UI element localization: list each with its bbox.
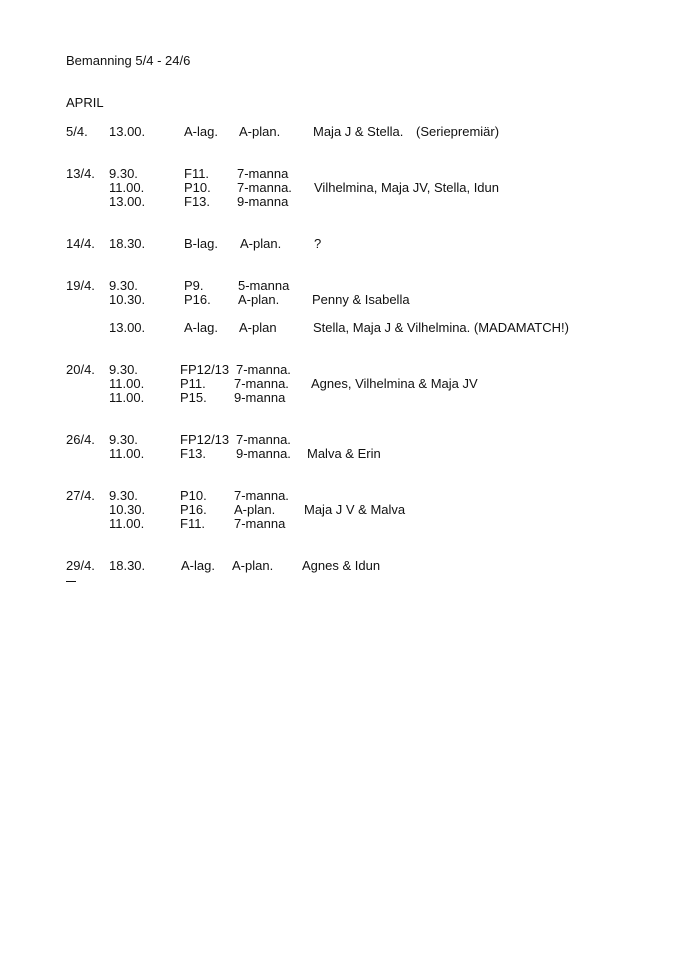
entry-time: 10.30. (109, 292, 146, 307)
entry-team: P15. (180, 390, 207, 405)
entry-field: A-plan. (238, 292, 280, 307)
entry-time: 9.30. (109, 362, 138, 377)
entry-team: P16. (180, 502, 207, 517)
entry-team: P9. (184, 278, 204, 293)
entry-time: 9.30. (109, 278, 138, 293)
entry-field: A-plan (239, 320, 277, 335)
entry-team: F13. (180, 446, 207, 461)
entry-team: P11. (180, 376, 206, 391)
entry-staff: Maja J & Stella. (313, 124, 404, 139)
document-title: Bemanning 5/4 - 24/6 (66, 53, 191, 68)
entry-date: 20/4. (66, 362, 95, 377)
entry-field: A-plan. (232, 558, 274, 573)
entry-field: 7-manna. (237, 180, 292, 195)
entry-team: A-lag. (184, 320, 218, 335)
entry-time: 11.00. (109, 446, 145, 461)
entry-date: 26/4. (66, 432, 95, 447)
entry-note: (Seriepremiär) (416, 124, 500, 139)
entry-time: 9.30. (109, 432, 138, 447)
entry-team: B-lag. (184, 236, 218, 251)
text-cursor-mark (66, 581, 76, 582)
entry-time: 11.00. (109, 390, 145, 405)
entry-staff: Agnes & Idun (302, 558, 381, 573)
entry-staff: Vilhelmina, Maja JV, Stella, Idun (314, 180, 499, 195)
entry-team: A-lag. (181, 558, 215, 573)
entry-time: 11.00. (109, 180, 145, 195)
entry-team: P10. (184, 180, 211, 195)
entry-staff: Penny & Isabella (312, 292, 410, 307)
entry-team: F11. (180, 516, 206, 531)
entry-staff: ? (314, 236, 322, 251)
month-heading: APRIL (66, 95, 104, 110)
entry-time: 13.00. (109, 124, 146, 139)
entry-team: FP12/13 (180, 362, 230, 377)
entry-time: 11.00. (109, 376, 145, 391)
entry-date: 13/4. (66, 166, 95, 181)
entry-time: 10.30. (109, 502, 146, 517)
entry-date: 14/4. (66, 236, 95, 251)
entry-field: A-plan. (239, 124, 281, 139)
entry-field: 7-manna. (234, 376, 289, 391)
entry-date: 5/4. (66, 124, 88, 139)
entry-staff: Maja J V & Malva (304, 502, 406, 517)
entry-date: 27/4. (66, 488, 95, 503)
entry-date: 19/4. (66, 278, 95, 293)
entry-time: 9.30. (109, 166, 138, 181)
entry-field: 7-manna (237, 166, 289, 181)
entry-team: A-lag. (184, 124, 218, 139)
entry-staff: Agnes, Vilhelmina & Maja JV (311, 376, 478, 391)
entry-field: 7-manna. (234, 488, 289, 503)
entry-field: 7-manna. (236, 362, 291, 377)
entry-field: 9-manna (237, 194, 289, 209)
entry-team: F11. (184, 166, 210, 181)
entry-time: 9.30. (109, 488, 138, 503)
entry-field: 9-manna (234, 390, 286, 405)
entry-staff: Stella, Maja J & Vilhelmina. (MADAMATCH!) (313, 320, 569, 335)
entry-field: A-plan. (240, 236, 282, 251)
entry-time: 18.30. (109, 558, 146, 573)
entry-team: F13. (184, 194, 211, 209)
entry-team: P16. (184, 292, 211, 307)
entry-time: 11.00. (109, 516, 145, 531)
entry-field: 5-manna (238, 278, 290, 293)
entry-staff: Malva & Erin (307, 446, 381, 461)
entry-team: P10. (180, 488, 207, 503)
entry-field: 7-manna. (236, 432, 291, 447)
entry-team: FP12/13 (180, 432, 230, 447)
entry-time: 13.00. (109, 320, 146, 335)
entry-field: A-plan. (234, 502, 276, 517)
entry-field: 7-manna (234, 516, 286, 531)
entry-time: 13.00. (109, 194, 146, 209)
entry-field: 9-manna. (236, 446, 291, 461)
entry-time: 18.30. (109, 236, 146, 251)
entry-date: 29/4. (66, 558, 95, 573)
